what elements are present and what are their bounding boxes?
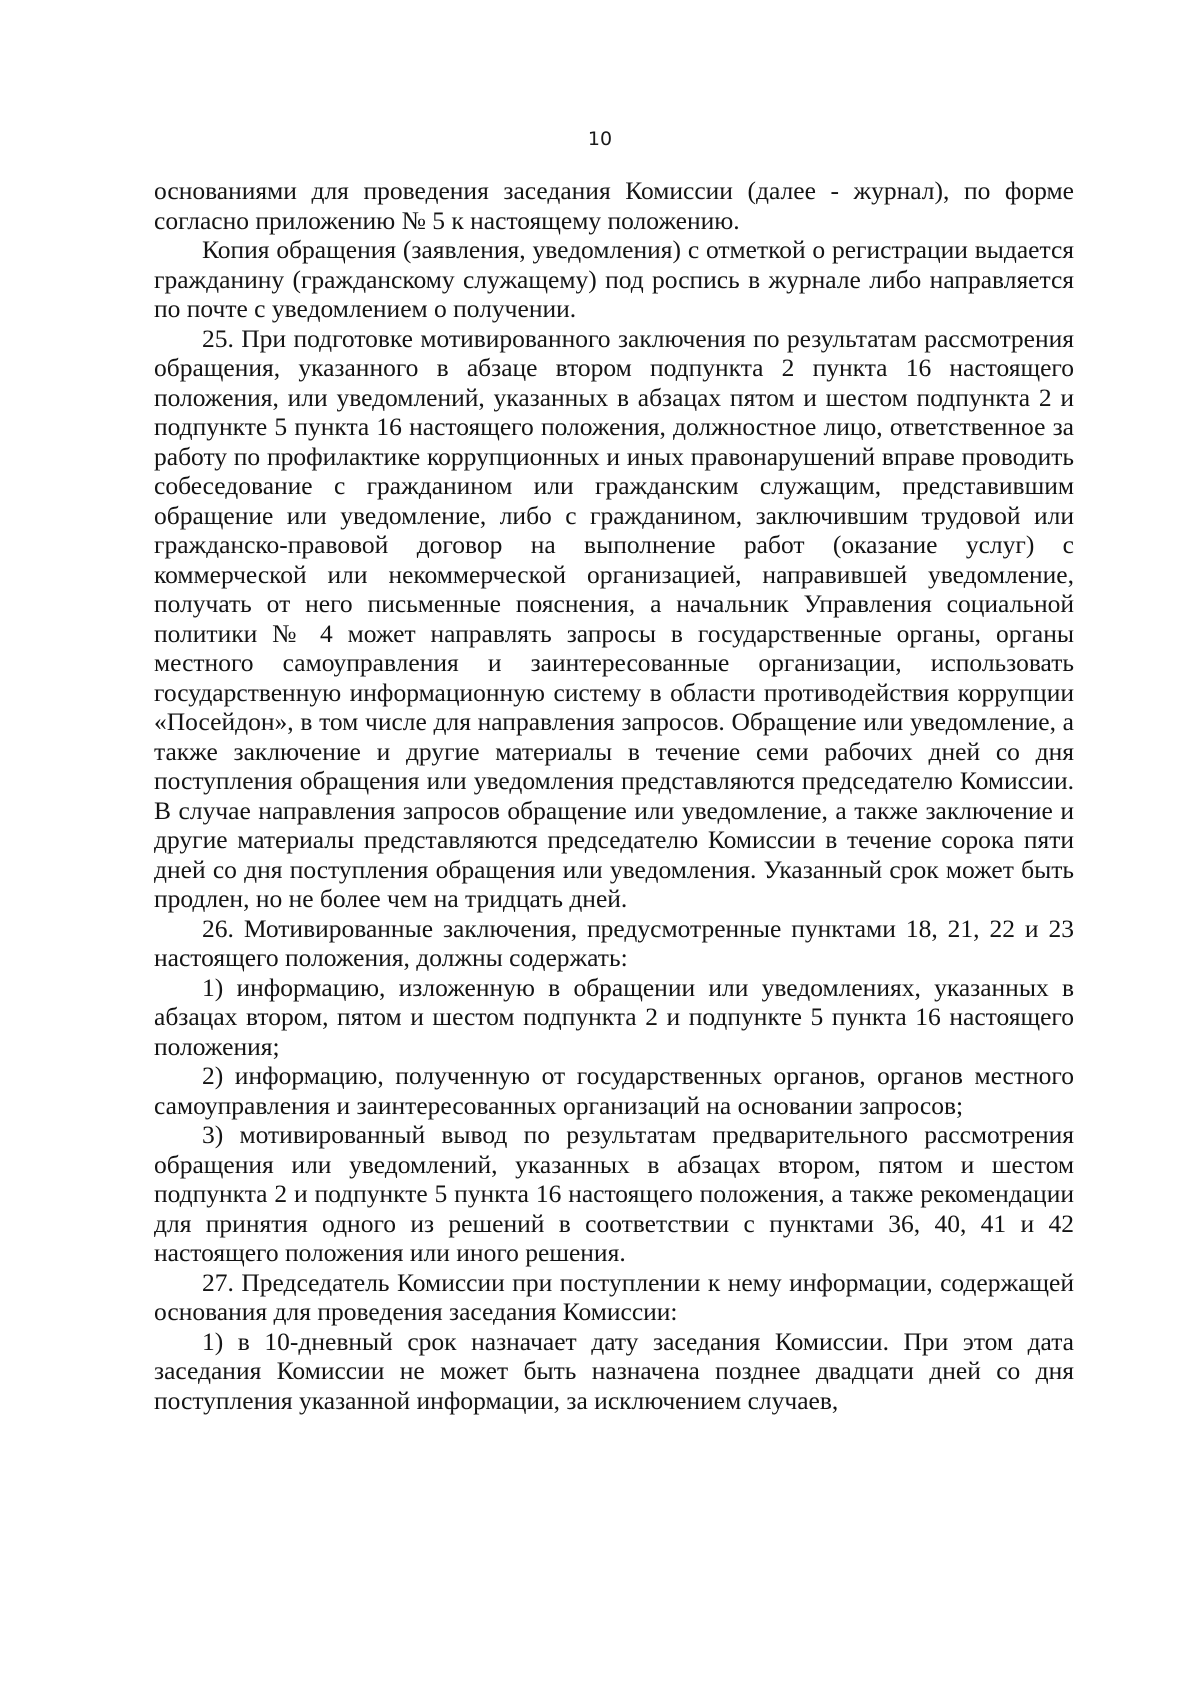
document-body [154,176,1074,1415]
paragraph-clause-26-item-2: 2) информацию, полученную от государственных органов, органов местного самоуправления и заинтересованных организаций на основании запросов; [154,1061,1074,1120]
paragraph-clause-27-item-1: 1) в 10-дневный срок назначает дату заседания Комиссии. При этом дата заседания Комиссии не может быть назначена позднее двадцати дней со дня поступления указанной информации, за исключением случаев, [154,1326,1074,1415]
paragraph-copy-of-appeal: Копия обращения (заявления, уведомления) с отметкой о регистрации выдается гражданину (гражданскому служащему) под роспись в журнале либо направляется по почте с уведомлением о получении. [154,235,1074,323]
paragraph-clause-26-item-3: 3) мотивированный вывод по результатам предварительного рассмотрения обращения или уведомлений, указанных в абзацах втором, пятом и шестом подпункта 2 и подпункте 5 пункта 16 настоящего положения, а также рекомендации для принятия одного из решений в соответствии с пунктами 36, 40, 41 и 42 настоящего положения или иного решения. [154,1120,1074,1267]
paragraph-continuation: основаниями для проведения заседания Комиссии (далее - журнал), по форме согласно приложению № 5 к настоящему положению. [154,176,1074,235]
page-number: 10 [587,128,613,150]
paragraph-clause-26: 26. Мотивированные заключения, предусмотренные пунктами 18, 21, 22 и 23 настоящего положения, должны содержать: [154,913,1074,972]
paragraph-clause-27: 27. Председатель Комиссии при поступлении к нему информации, содержащей основания для проведения заседания Комиссии: [154,1267,1074,1326]
paragraph-clause-26-item-1: 1) информацию, изложенную в обращении или уведомлениях, указанных в абзацах втором, пятом и шестом подпункта 2 и подпункте 5 пункта 16 настоящего положения; [154,972,1074,1061]
paragraph-clause-25: 25. При подготовке мотивированного заключения по результатам рассмотрения обращения, указанного в абзаце втором подпункта 2 пункта 16 настоящего положения, или уведомлений, указанных в абзацах пятом и шестом подпункта 2 и подпункте 5 пункта 16 настоящего положения, должностное лицо, ответственное за работу по профилактике коррупционных и иных правонарушений вправе проводить собеседование с гражданином или гражданским служащим, представившим обращение или уведомление, либо с гражданином, заключившим трудовой или гражданско-правовой договор на выполнение работ (оказание услуг) с коммерческой или некоммерческой организацией, направившей уведомление, получать от него письменные пояснения, а начальник Управления социальной политики № 4 может направлять запросы в государственные органы, органы местного самоуправления и заинтересованные организации, использовать государственную информационную систему в области противодействия коррупции «Посейдон», в том числе для направления запросов. Обращение или уведомление, а также заключение и другие материалы в течение семи рабочих дней со дня поступления обращения или уведомления представляются председателю Комиссии. В случае направления запросов обращение или уведомление, а также заключение и другие материалы представляются председателю Комиссии в течение сорока пяти дней со дня поступления обращения или уведомления. Указанный срок может быть продлен, но не более чем на тридцать дней. [154,323,1074,913]
